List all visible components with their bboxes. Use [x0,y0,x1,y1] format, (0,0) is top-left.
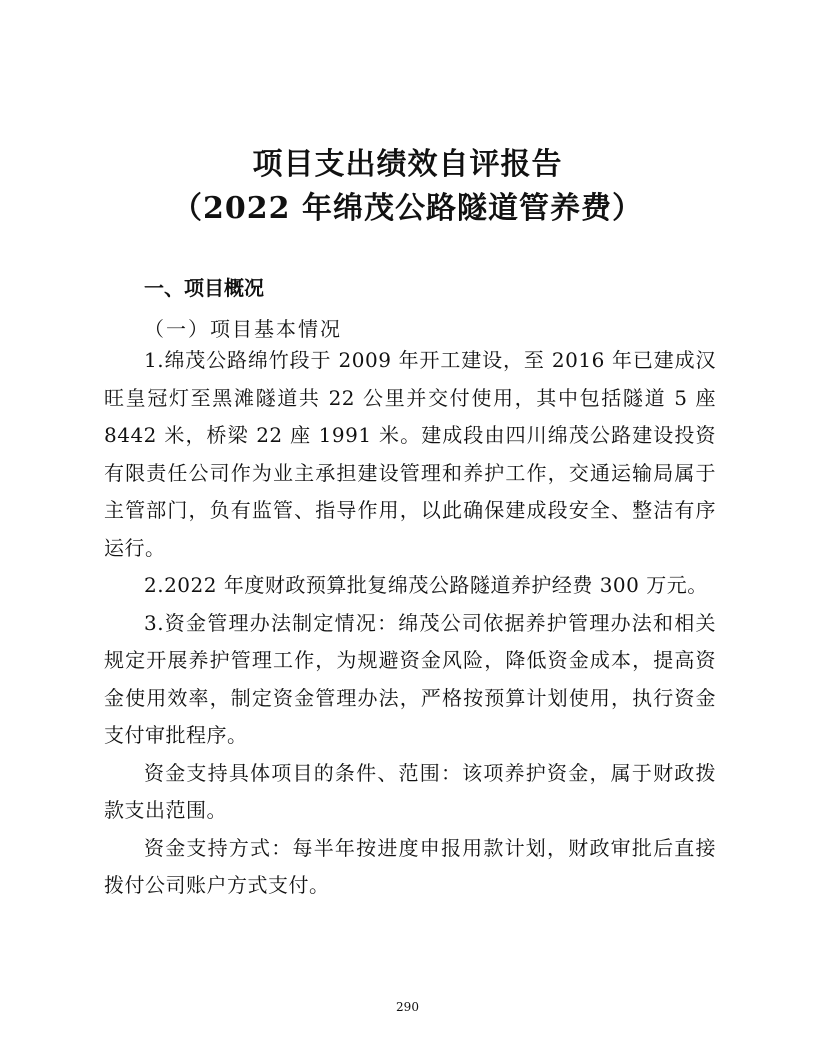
body-text [104,342,716,905]
paragraph-5: 资金支持方式：每半年按进度申报用款计划，财政审批后直接拨付公司账户方式支付。 [104,835,716,897]
title-line-2: （2022 年绵茂公路隧道管养费） [172,191,643,226]
document-title [0,143,815,231]
paragraph-4: 资金支持具体项目的条件、范围：该项养护资金，属于财政拨款支出范围。 [104,760,716,822]
page-number: 290 [396,1000,419,1014]
subsection-heading: （一）项目基本情况 [144,317,342,341]
title-line-1: 项目支出绩效自评报告 [252,147,563,182]
paragraph-1: 1.绵茂公路绵竹段于 2009 年开工建设，至 2016 年已建成汉旺皇冠灯至黑滩隧道共 22 公里并交付使用，其中包括隧道 5 座 8442 米，桥梁 22 座 1991 米。建成段由四川绵茂公路建设投资有限责任公司作为业主承担建设管理和养护工作，交通运输局属于主管部门，负有监管、指导作用，以此确保建成段安全、整洁有序运行。 [104,348,716,560]
paragraph-2: 2.2022 年度财政预算批复绵茂公路隧道养护经费 300 万元。 [144,573,708,597]
section-heading: 一、项目概况 [144,276,264,300]
paragraph-3: 3.资金管理办法制定情况：绵茂公司依据养护管理办法和相关规定开展养护管理工作，为规避资金风险，降低资金成本，提高资金使用效率，制定资金管理办法，严格按预算计划使用，执行资金支付审批程序。 [104,610,716,747]
